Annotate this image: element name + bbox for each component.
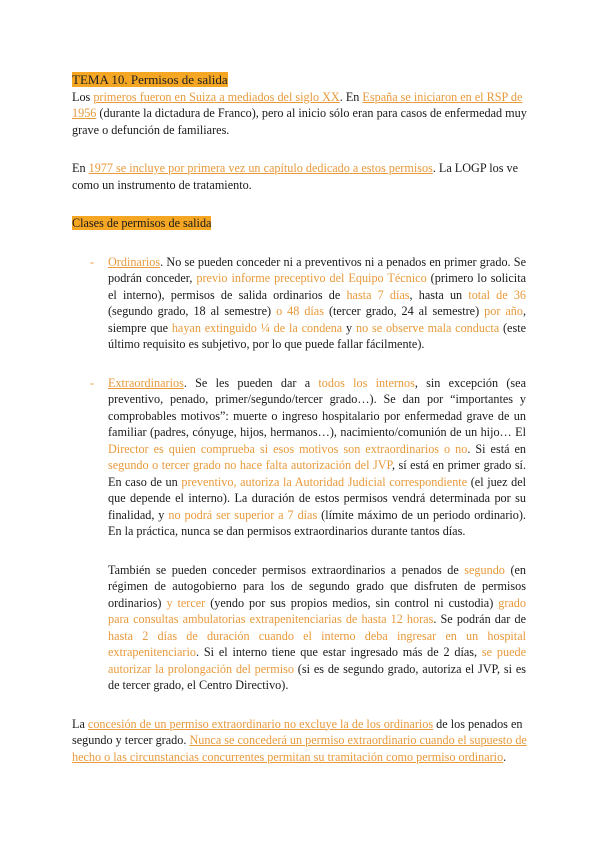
list-item-ordinarios bbox=[72, 254, 528, 353]
text: . La LOGP los ve como un instrumento de tratamiento. bbox=[72, 161, 518, 192]
text: (segundo grado, 18 al semestre) bbox=[108, 304, 277, 318]
text: (tercer grado, 24 al semestre) bbox=[323, 304, 485, 318]
text: . Se podrán dar de bbox=[433, 612, 526, 626]
underlined-text: Nunca se concederá un permiso extraordinario cuando el supuesto de hecho o las circunstancias concurrentes permitan su tramitación como permiso ordinario bbox=[72, 733, 527, 764]
orange-text: grado para consultas ambulatorias extrapenitenciarias de hasta 12 horas bbox=[108, 595, 526, 626]
orange-text: no podrá ser superior a 7 días bbox=[168, 507, 318, 522]
text: (límite máximo de un periodo ordinario). En la práctica, nunca se dan permisos extraordinarios durante tantos días. bbox=[108, 507, 526, 538]
orange-text: hayan extinguido ¼ de la condena bbox=[171, 320, 343, 335]
underlined-text: 1977 se incluye por primera vez un capítulo dedicado a estos permisos bbox=[88, 161, 433, 175]
orange-text: y tercer bbox=[166, 595, 206, 610]
intro-paragraph-1 bbox=[72, 89, 528, 139]
page-title bbox=[72, 72, 528, 89]
orange-text: segundo o tercer grado no hace falta autorización del JVP bbox=[108, 458, 392, 472]
orange-text: no se observe mala conducta bbox=[355, 320, 500, 335]
text: (durante la dictadura de Franco), pero al inicio sólo eran para casos de enfermedad muy grave o defunción de familiares. bbox=[72, 106, 527, 137]
paragraph-tambien bbox=[72, 562, 528, 694]
section-title bbox=[72, 215, 528, 232]
orange-text: preventivo, autoriza la Autoridad Judicial correspondiente bbox=[181, 474, 468, 489]
text: (en régimen de autogobierno para los de segundo grado que disfruten de permisos ordinarios) bbox=[108, 562, 527, 610]
underlined-text: primeros fueron en Suiza a mediados del siglo XX bbox=[93, 89, 340, 104]
text: , sí está en primer grado sí. En caso de un bbox=[108, 458, 526, 489]
orange-text: segundo bbox=[464, 562, 505, 577]
orange-text: o 48 días bbox=[276, 304, 324, 318]
intro-paragraph-2 bbox=[72, 160, 528, 193]
orange-text: hasta 7 días bbox=[346, 287, 410, 302]
section-title-highlight: Clases de permisos de salida bbox=[72, 216, 212, 230]
underlined-text: concesión de un permiso extraordinario no excluye la de los ordinarios bbox=[87, 716, 434, 731]
orange-text: hasta 2 días de duración cuando el interno deba ingresar en un hospital extrapenitenciario bbox=[108, 628, 526, 659]
text: (el juez del que depende el interno). La duración de estos permisos vendrá determinada por su finalidad, y bbox=[108, 474, 526, 522]
orange-text: todos los internos bbox=[318, 375, 415, 390]
text: (primero lo solicita el interno), permisos de salida ordinarios de bbox=[108, 271, 526, 302]
text: . En bbox=[339, 89, 363, 104]
text: de los penados en segundo y tercer grado. bbox=[72, 716, 523, 747]
orange-text: se puede autorizar la prolongación del permiso bbox=[108, 645, 526, 676]
orange-text: previo informe preceptivo del Equipo Técnico bbox=[196, 271, 427, 285]
bullet-dash: - bbox=[90, 254, 95, 269]
text: En bbox=[72, 161, 89, 175]
text: (si es de segundo grado, autoriza el JVP, si es de tercer grado, el Centro Directivo). bbox=[108, 661, 527, 692]
bullet-dash: - bbox=[90, 375, 95, 390]
text: . Si el interno tiene que estar ingresado más de 2 días, bbox=[195, 645, 482, 659]
text: Los bbox=[72, 89, 94, 104]
text: . bbox=[503, 749, 507, 764]
orange-text: total de 36 bbox=[468, 287, 527, 302]
text: (este último requisito es subjetivo, por lo que puede fallar fácilmente). bbox=[108, 320, 526, 351]
orange-text: Director es quien comprueba si esos motivos son extraordinarios o no bbox=[108, 441, 468, 456]
text: También se pueden conceder permisos extraordinarios a penados de bbox=[108, 562, 465, 577]
text: . Se les pueden dar a bbox=[183, 375, 319, 390]
text: , siempre que bbox=[108, 304, 527, 335]
text: (yendo por sus propios medios, sin control ni custodia) bbox=[205, 595, 499, 610]
title-highlight: TEMA 10. Permisos de salida bbox=[72, 72, 228, 87]
list-item-extraordinarios bbox=[72, 375, 528, 540]
underlined-term: Extraordinarios bbox=[108, 375, 184, 390]
text: . No se pueden conceder ni a preventivos ni a penados en primer grado. Se podrán conceder, bbox=[108, 254, 526, 285]
orange-text: por año bbox=[484, 304, 523, 318]
text: , sin excepción (sea preventivo, penado, primer/segundo/tercer grado…). Se dan por “importantes y comprobables motivos”: muerte o ingreso hospitalario por enfermedad grave de un familiar (padres, cónyuge, hijos, hermanos…), nacimiento/comunión de un hijo… El bbox=[108, 375, 526, 439]
underlined-term: Ordinarios bbox=[108, 254, 161, 269]
text: La bbox=[72, 716, 88, 731]
underlined-text: España se iniciaron en el RSP de 1956 bbox=[72, 89, 523, 120]
text: y bbox=[342, 320, 356, 335]
text: . Si está en bbox=[467, 441, 526, 456]
text: , hasta un bbox=[409, 287, 469, 302]
final-paragraph bbox=[72, 716, 528, 766]
